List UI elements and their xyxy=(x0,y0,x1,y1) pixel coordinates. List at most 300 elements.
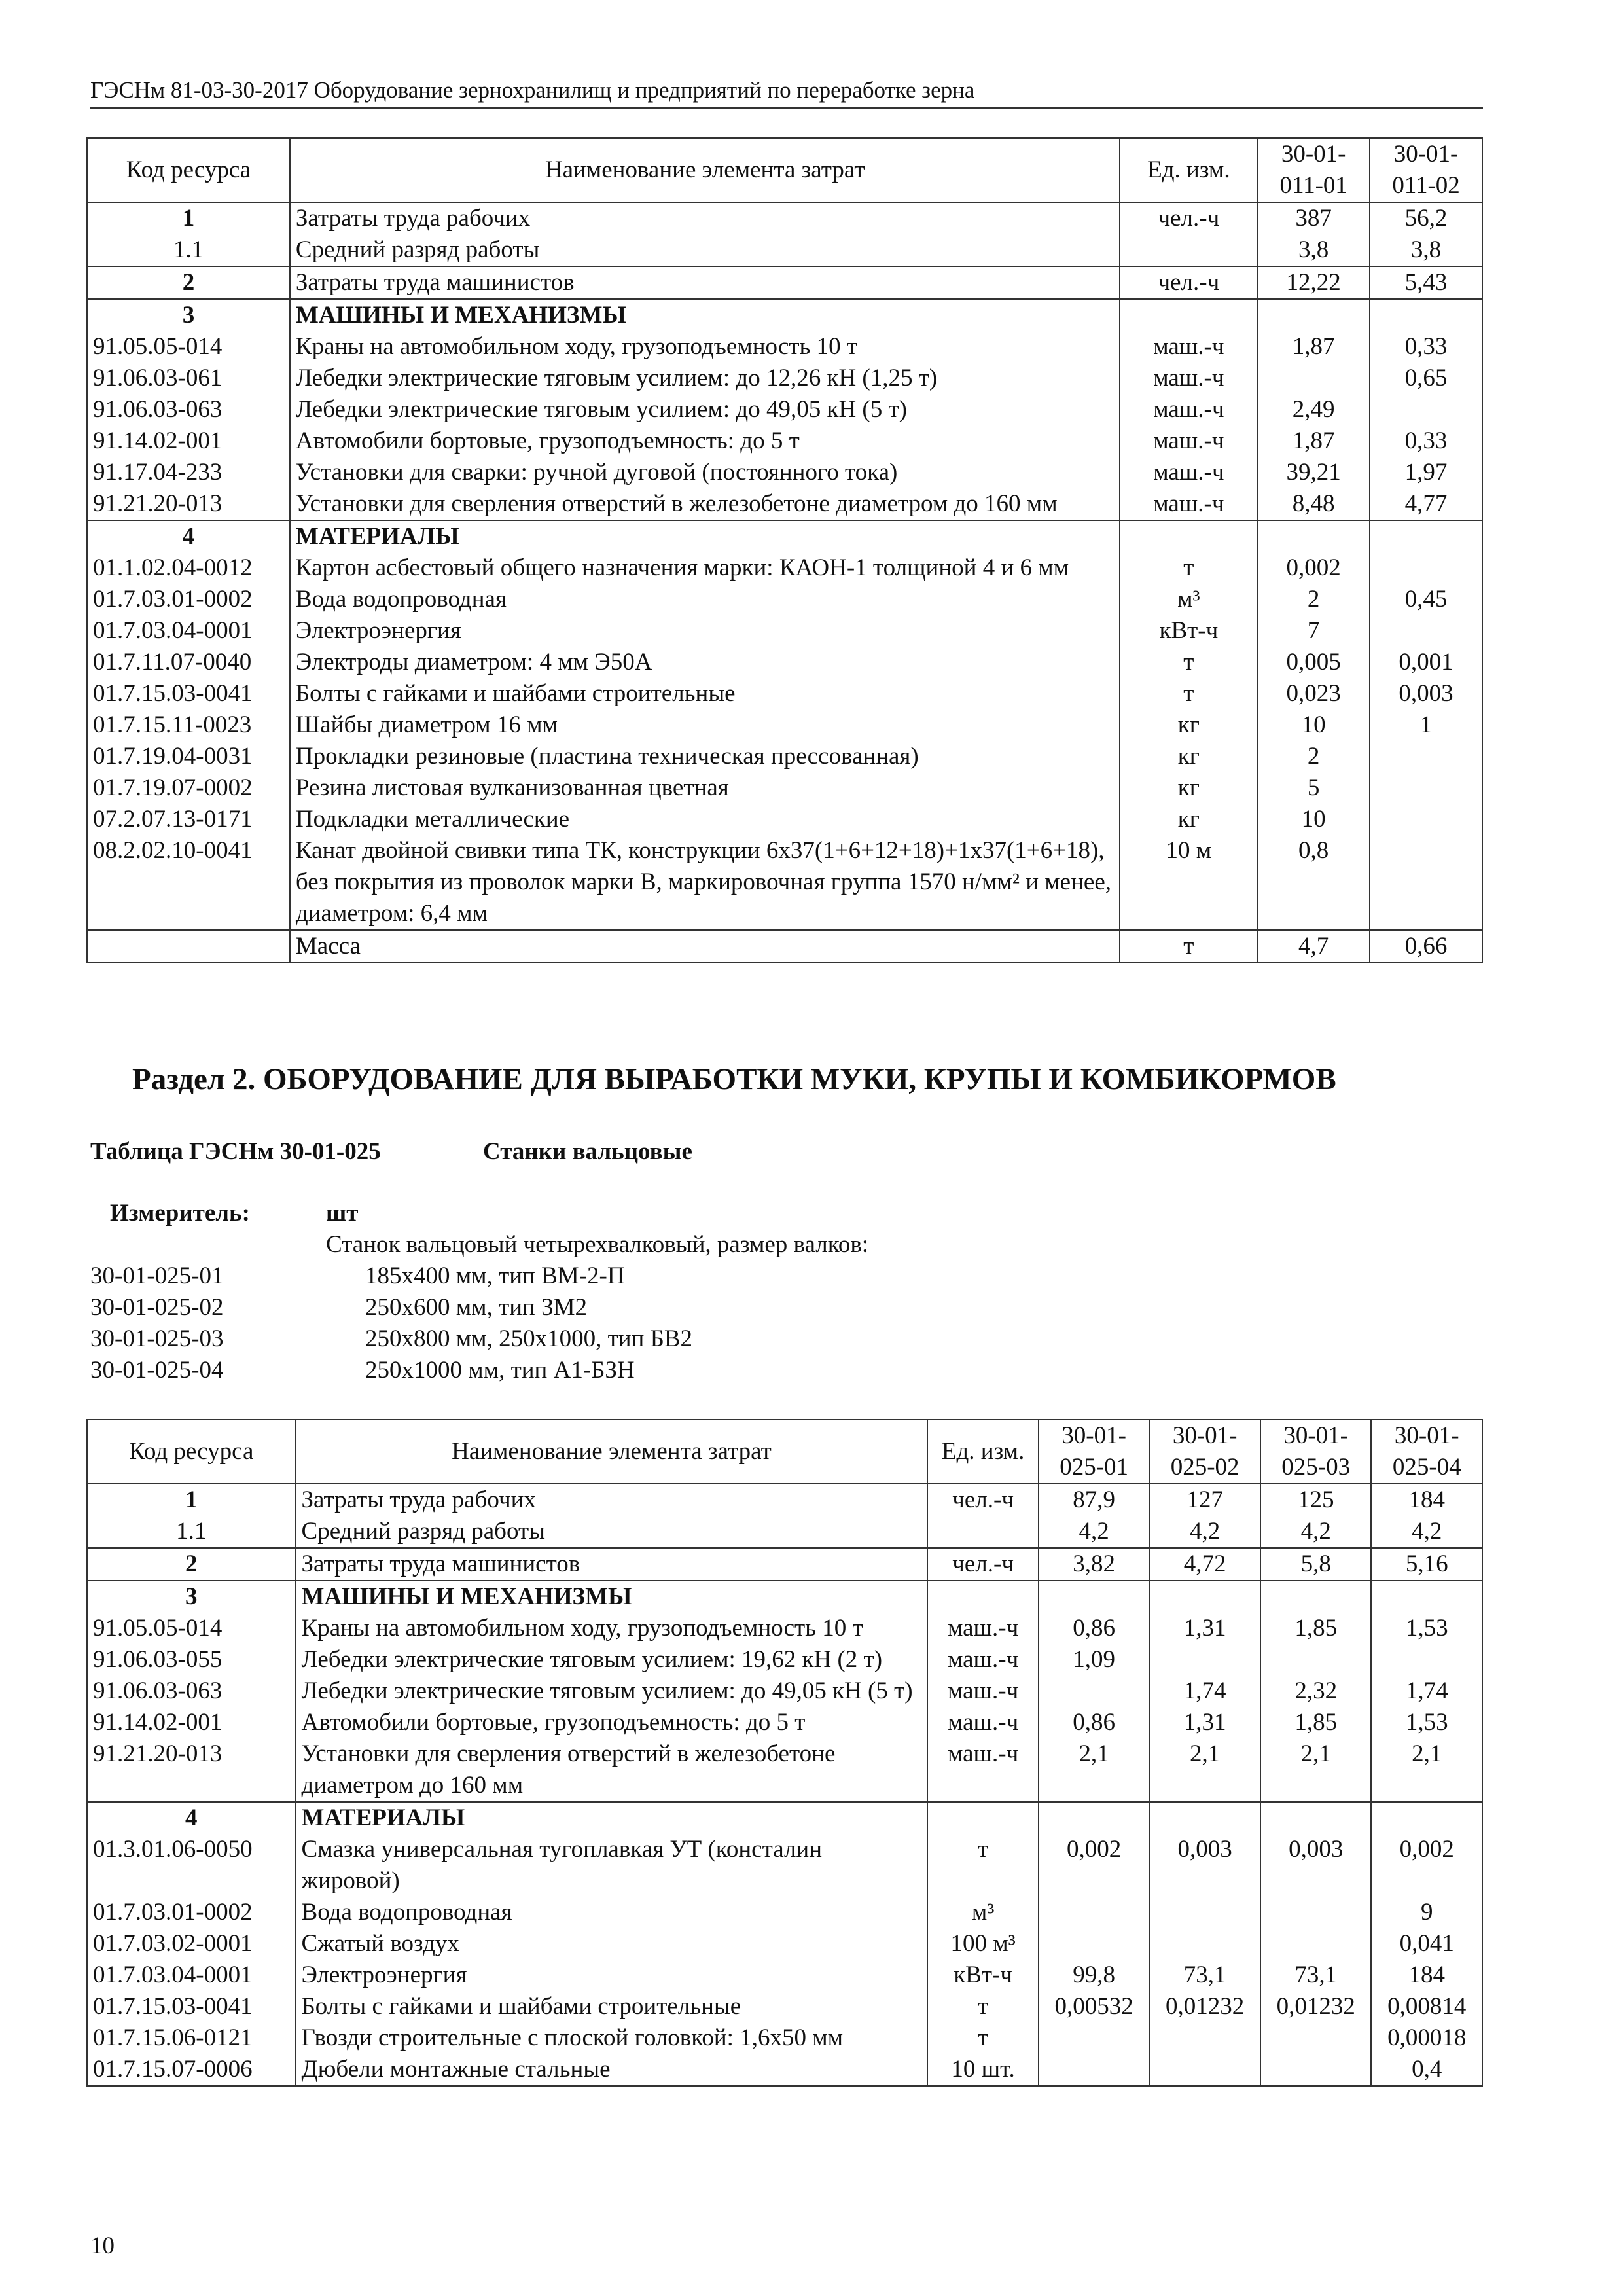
unit-cell: т xyxy=(927,1991,1039,2022)
value-cell: 0,002 xyxy=(1371,1834,1482,1897)
value-cell: 12,22 xyxy=(1257,266,1370,299)
unit-cell: маш.-ч xyxy=(1120,394,1257,425)
value-cell: 0,86 xyxy=(1039,1613,1150,1644)
value-cell xyxy=(1149,1644,1260,1676)
resource-code: 01.7.19.07-0002 xyxy=(87,772,290,804)
col-id: 30-01-011-02 xyxy=(1370,138,1482,202)
table-row xyxy=(87,709,1482,741)
value-cell: 0,002 xyxy=(1039,1834,1150,1897)
table-row xyxy=(87,331,1482,363)
value-cell xyxy=(1371,1644,1482,1676)
value-cell: 0,33 xyxy=(1370,425,1482,457)
value-cell: 73,1 xyxy=(1260,1960,1372,1991)
table-header-row xyxy=(87,138,1482,202)
resource-name: Картон асбестовый общего назначения марки: КАОН-1 толщиной 4 и 6 мм xyxy=(290,552,1120,584)
resource-name: Прокладки резиновые (пластина техническая прессованная) xyxy=(290,741,1120,772)
measure-block xyxy=(90,1198,868,1386)
value-cell xyxy=(1257,520,1370,552)
value-cell: 0,00532 xyxy=(1039,1991,1150,2022)
value-cell xyxy=(1370,741,1482,772)
value-cell: 127 xyxy=(1149,1484,1260,1516)
value-cell xyxy=(1039,1928,1150,1960)
value-cell xyxy=(1149,1928,1260,1960)
table-row xyxy=(87,1644,1482,1676)
col-code: Код ресурса xyxy=(87,138,290,202)
value-cell: 1,97 xyxy=(1370,457,1482,488)
unit-cell: м³ xyxy=(1120,584,1257,615)
unit-cell: маш.-ч xyxy=(927,1644,1039,1676)
value-cell: 2,1 xyxy=(1149,1738,1260,1802)
section-title: Раздел 2. ОБОРУДОВАНИЕ ДЛЯ ВЫРАБОТКИ МУКИ, КРУПЫ И КОМБИКОРМОВ xyxy=(132,1062,1336,1096)
value-cell: 0,86 xyxy=(1039,1707,1150,1738)
resource-code: 01.7.11.07-0040 xyxy=(87,647,290,678)
resource-name: Электроэнергия xyxy=(290,615,1120,647)
unit-cell: т xyxy=(1120,930,1257,963)
unit-cell: маш.-ч xyxy=(927,1707,1039,1738)
resource-name: Средний разряд работы xyxy=(290,234,1120,266)
value-cell: 1,87 xyxy=(1257,331,1370,363)
value-cell xyxy=(1260,1802,1372,1834)
value-cell xyxy=(1257,363,1370,394)
resource-code: 4 xyxy=(87,520,290,552)
unit-cell: маш.-ч xyxy=(927,1613,1039,1644)
value-cell: 1,31 xyxy=(1149,1613,1260,1644)
resource-name: МАШИНЫ И МЕХАНИЗМЫ xyxy=(296,1581,928,1613)
col-code: Код ресурса xyxy=(87,1420,296,1484)
resource-code: 3 xyxy=(87,1581,296,1613)
value-cell: 4,72 xyxy=(1149,1548,1260,1581)
value-cell: 2,1 xyxy=(1260,1738,1372,1802)
table-row xyxy=(87,1707,1482,1738)
value-cell: 4,2 xyxy=(1149,1516,1260,1548)
resource-code: 91.21.20-013 xyxy=(87,488,290,520)
resource-code: 01.7.03.04-0001 xyxy=(87,615,290,647)
resource-code: 01.7.15.03-0041 xyxy=(87,1991,296,2022)
table-row xyxy=(87,552,1482,584)
variant-code: 30-01-025-04 xyxy=(90,1357,224,1384)
table-row xyxy=(87,741,1482,772)
col-name: Наименование элемента затрат xyxy=(296,1420,928,1484)
resource-name: Дюбели монтажные стальные xyxy=(296,2054,928,2086)
value-cell: 3,8 xyxy=(1257,234,1370,266)
variant-code: 30-01-025-03 xyxy=(90,1325,224,1352)
resource-name: Краны на автомобильном ходу, грузоподъемность 10 т xyxy=(290,331,1120,363)
table-row xyxy=(87,1897,1482,1928)
table-body xyxy=(87,1484,1482,2086)
resource-table-1 xyxy=(86,137,1483,963)
resource-code: 1 xyxy=(87,202,290,234)
resource-code: 1.1 xyxy=(87,234,290,266)
unit-cell: маш.-ч xyxy=(927,1738,1039,1802)
unit-cell: кг xyxy=(1120,709,1257,741)
resource-code: 91.14.02-001 xyxy=(87,425,290,457)
value-cell: 0,002 xyxy=(1257,552,1370,584)
resource-code: 01.7.03.04-0001 xyxy=(87,1960,296,1991)
value-cell: 4,2 xyxy=(1039,1516,1150,1548)
value-cell: 1,53 xyxy=(1371,1613,1482,1644)
resource-code: 01.7.03.01-0002 xyxy=(87,584,290,615)
variant-code: 30-01-025-01 xyxy=(90,1263,224,1289)
value-cell: 56,2 xyxy=(1370,202,1482,234)
value-cell xyxy=(1149,2054,1260,2086)
value-cell: 0,01232 xyxy=(1149,1991,1260,2022)
table-row xyxy=(87,394,1482,425)
resource-name: Шайбы диаметром 16 мм xyxy=(290,709,1120,741)
resource-code: 2 xyxy=(87,266,290,299)
resource-name: Средний разряд работы xyxy=(296,1516,928,1548)
unit-cell: т xyxy=(1120,678,1257,709)
resource-code: 91.05.05-014 xyxy=(87,331,290,363)
unit-cell xyxy=(927,1516,1039,1548)
unit-cell xyxy=(1120,299,1257,331)
value-cell: 0,005 xyxy=(1257,647,1370,678)
unit-cell: маш.-ч xyxy=(1120,363,1257,394)
table-label: Таблица ГЭСНм 30-01-025 xyxy=(90,1138,381,1165)
table-row xyxy=(87,1834,1482,1897)
value-cell xyxy=(1260,1928,1372,1960)
unit-cell: 10 м xyxy=(1120,835,1257,930)
value-cell xyxy=(1257,299,1370,331)
variant-text: 250х1000 мм, тип А1-БЗН xyxy=(365,1357,635,1384)
resource-code: 01.1.02.04-0012 xyxy=(87,552,290,584)
table-row xyxy=(87,520,1482,552)
value-cell: 0,00018 xyxy=(1371,2022,1482,2054)
value-cell: 0,001 xyxy=(1370,647,1482,678)
value-cell: 5 xyxy=(1257,772,1370,804)
value-cell xyxy=(1149,2022,1260,2054)
value-cell: 0,65 xyxy=(1370,363,1482,394)
value-cell: 7 xyxy=(1257,615,1370,647)
table-row xyxy=(87,266,1482,299)
resource-name: Установки для сварки: ручной дуговой (постоянного тока) xyxy=(290,457,1120,488)
table-row xyxy=(87,1484,1482,1516)
value-cell: 2,1 xyxy=(1039,1738,1150,1802)
value-cell: 184 xyxy=(1371,1960,1482,1991)
table-row xyxy=(87,363,1482,394)
value-cell: 0,33 xyxy=(1370,331,1482,363)
resource-name: Лебедки электрические тяговым усилием: до 49,05 кН (5 т) xyxy=(296,1676,928,1707)
value-cell: 0,003 xyxy=(1149,1834,1260,1897)
table-row xyxy=(87,1676,1482,1707)
value-cell: 1,74 xyxy=(1371,1676,1482,1707)
value-cell xyxy=(1370,299,1482,331)
value-cell: 0,66 xyxy=(1370,930,1482,963)
measure-value: шт xyxy=(326,1200,359,1227)
resource-name: Канат двойной свивки типа ТК, конструкции 6х37(1+6+12+18)+1х37(1+6+18), без покрытия из проволок марки В, маркировочная группа 1570 н/мм² и менее, диаметром: 6,4 мм xyxy=(290,835,1120,930)
value-cell: 125 xyxy=(1260,1484,1372,1516)
unit-cell: т xyxy=(927,2022,1039,2054)
value-cell xyxy=(1149,1897,1260,1928)
measure-desc: Станок вальцовый четырехвалковый, размер валков: xyxy=(326,1231,869,1258)
resource-code: 01.7.15.06-0121 xyxy=(87,2022,296,2054)
value-cell: 4,2 xyxy=(1260,1516,1372,1548)
unit-cell: кВт-ч xyxy=(927,1960,1039,1991)
resource-code: 91.06.03-061 xyxy=(87,363,290,394)
table-row xyxy=(87,1802,1482,1834)
value-cell xyxy=(1039,1581,1150,1613)
value-cell: 5,16 xyxy=(1371,1548,1482,1581)
variant-text: 185х400 мм, тип ВМ-2-П xyxy=(365,1263,625,1289)
resource-name: Подкладки металлические xyxy=(290,804,1120,835)
value-cell xyxy=(1260,2054,1372,2086)
resource-code: 91.06.03-063 xyxy=(87,1676,296,1707)
variant-text: 250х600 мм, тип ЗМ2 xyxy=(365,1294,588,1321)
resource-code: 91.05.05-014 xyxy=(87,1613,296,1644)
value-cell xyxy=(1370,520,1482,552)
unit-cell: чел.-ч xyxy=(1120,266,1257,299)
unit-cell: маш.-ч xyxy=(927,1676,1039,1707)
value-cell: 8,48 xyxy=(1257,488,1370,520)
value-cell xyxy=(1371,1581,1482,1613)
value-cell: 0,041 xyxy=(1371,1928,1482,1960)
table-row xyxy=(87,772,1482,804)
table-row xyxy=(87,299,1482,331)
value-cell xyxy=(1260,1581,1372,1613)
resource-name: Затраты труда машинистов xyxy=(290,266,1120,299)
value-cell: 10 xyxy=(1257,709,1370,741)
table-row xyxy=(87,1991,1482,2022)
unit-cell: т xyxy=(1120,552,1257,584)
value-cell: 1 xyxy=(1370,709,1482,741)
table-row xyxy=(87,678,1482,709)
resource-name: Установки для сверления отверстий в железобетоне диаметром до 160 мм xyxy=(290,488,1120,520)
value-cell: 4,77 xyxy=(1370,488,1482,520)
unit-cell: кг xyxy=(1120,772,1257,804)
unit-cell: чел.-ч xyxy=(927,1484,1039,1516)
value-cell: 1,85 xyxy=(1260,1707,1372,1738)
unit-cell: м³ xyxy=(927,1897,1039,1928)
col-id: 30-01-025-01 xyxy=(1039,1420,1150,1484)
unit-cell: маш.-ч xyxy=(1120,488,1257,520)
value-cell: 4,2 xyxy=(1371,1516,1482,1548)
value-cell xyxy=(1370,804,1482,835)
col-unit: Ед. изм. xyxy=(927,1420,1039,1484)
table-row xyxy=(87,804,1482,835)
resource-name: Вода водопроводная xyxy=(290,584,1120,615)
unit-cell: 100 м³ xyxy=(927,1928,1039,1960)
resource-code: 91.06.03-063 xyxy=(87,394,290,425)
resource-code: 3 xyxy=(87,299,290,331)
resource-name: Смазка универсальная тугоплавкая УТ (консталин жировой) xyxy=(296,1834,928,1897)
value-cell: 2,32 xyxy=(1260,1676,1372,1707)
table-title xyxy=(90,1138,692,1166)
value-cell xyxy=(1260,1644,1372,1676)
value-cell: 39,21 xyxy=(1257,457,1370,488)
resource-code: 91.21.20-013 xyxy=(87,1738,296,1802)
table-row xyxy=(87,835,1482,930)
table-row xyxy=(87,1581,1482,1613)
resource-name: МАШИНЫ И МЕХАНИЗМЫ xyxy=(290,299,1120,331)
value-cell: 387 xyxy=(1257,202,1370,234)
table-row xyxy=(87,2022,1482,2054)
resource-code: 2 xyxy=(87,1548,296,1581)
value-cell: 1,53 xyxy=(1371,1707,1482,1738)
value-cell: 0,45 xyxy=(1370,584,1482,615)
value-cell xyxy=(1371,1802,1482,1834)
unit-cell: маш.-ч xyxy=(1120,331,1257,363)
resource-code: 07.2.07.13-0171 xyxy=(87,804,290,835)
value-cell: 0,023 xyxy=(1257,678,1370,709)
resource-code: 91.14.02-001 xyxy=(87,1707,296,1738)
resource-name: Автомобили бортовые, грузоподъемность: до 5 т xyxy=(296,1707,928,1738)
value-cell: 0,01232 xyxy=(1260,1991,1372,2022)
value-cell: 0,003 xyxy=(1260,1834,1372,1897)
value-cell: 0,4 xyxy=(1371,2054,1482,2086)
resource-code: 01.7.15.11-0023 xyxy=(87,709,290,741)
table-row xyxy=(87,1960,1482,1991)
resource-code: 1.1 xyxy=(87,1516,296,1548)
resource-name: Установки для сверления отверстий в железобетоне диаметром до 160 мм xyxy=(296,1738,928,1802)
col-name: Наименование элемента затрат xyxy=(290,138,1120,202)
value-cell xyxy=(1149,1802,1260,1834)
value-cell xyxy=(1370,552,1482,584)
resource-table-2 xyxy=(86,1419,1483,2087)
resource-code: 01.3.01.06-0050 xyxy=(87,1834,296,1897)
resource-name: Болты с гайками и шайбами строительные xyxy=(296,1991,928,2022)
resource-name: Лебедки электрические тяговым усилием: 19,62 кН (2 т) xyxy=(296,1644,928,1676)
resource-name: Болты с гайками и шайбами строительные xyxy=(290,678,1120,709)
resource-name: МАТЕРИАЛЫ xyxy=(290,520,1120,552)
resource-name: Затраты труда рабочих xyxy=(296,1484,928,1516)
table-row xyxy=(87,1928,1482,1960)
table-row xyxy=(87,2054,1482,2086)
resource-name: Электроэнергия xyxy=(296,1960,928,1991)
unit-cell: т xyxy=(1120,647,1257,678)
value-cell: 5,43 xyxy=(1370,266,1482,299)
unit-cell: кг xyxy=(1120,804,1257,835)
table-row xyxy=(87,1738,1482,1802)
value-cell: 1,85 xyxy=(1260,1613,1372,1644)
resource-name: Краны на автомобильном ходу, грузоподъемность 10 т xyxy=(296,1613,928,1644)
table-row xyxy=(87,1613,1482,1644)
page-number: 10 xyxy=(90,2233,115,2259)
value-cell xyxy=(1039,2022,1150,2054)
resource-code: 1 xyxy=(87,1484,296,1516)
resource-code: 01.7.15.03-0041 xyxy=(87,678,290,709)
table-row xyxy=(87,1516,1482,1548)
col-unit: Ед. изм. xyxy=(1120,138,1257,202)
value-cell xyxy=(1370,394,1482,425)
resource-code xyxy=(87,930,290,963)
value-cell: 3,8 xyxy=(1370,234,1482,266)
value-cell: 2,49 xyxy=(1257,394,1370,425)
unit-cell xyxy=(1120,234,1257,266)
table-row xyxy=(87,615,1482,647)
table-name: Станки вальцовые xyxy=(483,1138,692,1165)
value-cell: 73,1 xyxy=(1149,1960,1260,1991)
col-id: 30-01-025-02 xyxy=(1149,1420,1260,1484)
resource-name: Резина листовая вулканизованная цветная xyxy=(290,772,1120,804)
value-cell: 3,82 xyxy=(1039,1548,1150,1581)
unit-cell: кВт-ч xyxy=(1120,615,1257,647)
table-header-row xyxy=(87,1420,1482,1484)
value-cell xyxy=(1149,1581,1260,1613)
resource-name: МАТЕРИАЛЫ xyxy=(296,1802,928,1834)
table-row xyxy=(87,425,1482,457)
resource-code: 4 xyxy=(87,1802,296,1834)
value-cell xyxy=(1370,835,1482,930)
resource-name: Масса xyxy=(290,930,1120,963)
value-cell: 0,8 xyxy=(1257,835,1370,930)
unit-cell: кг xyxy=(1120,741,1257,772)
unit-cell: чел.-ч xyxy=(1120,202,1257,234)
resource-code: 01.7.03.02-0001 xyxy=(87,1928,296,1960)
resource-name: Гвозди строительные с плоской головкой: 1,6х50 мм xyxy=(296,2022,928,2054)
unit-cell: 10 шт. xyxy=(927,2054,1039,2086)
col-id: 30-01-025-04 xyxy=(1371,1420,1482,1484)
resource-name: Вода водопроводная xyxy=(296,1897,928,1928)
resource-name: Сжатый воздух xyxy=(296,1928,928,1960)
value-cell xyxy=(1260,2022,1372,2054)
unit-cell: чел.-ч xyxy=(927,1548,1039,1581)
table-body xyxy=(87,202,1482,963)
unit-cell: т xyxy=(927,1834,1039,1897)
variant-text: 250х800 мм, 250х1000, тип БВ2 xyxy=(365,1325,693,1352)
resource-name: Лебедки электрические тяговым усилием: до 49,05 кН (5 т) xyxy=(290,394,1120,425)
resource-code: 91.17.04-233 xyxy=(87,457,290,488)
value-cell: 1,74 xyxy=(1149,1676,1260,1707)
value-cell: 4,7 xyxy=(1257,930,1370,963)
value-cell xyxy=(1370,772,1482,804)
unit-cell: маш.-ч xyxy=(1120,425,1257,457)
resource-name: Лебедки электрические тяговым усилием: до 12,26 кН (1,25 т) xyxy=(290,363,1120,394)
unit-cell xyxy=(927,1802,1039,1834)
resource-code: 01.7.15.07-0006 xyxy=(87,2054,296,2086)
resource-name: Затраты труда рабочих xyxy=(290,202,1120,234)
value-cell xyxy=(1039,2054,1150,2086)
value-cell: 1,87 xyxy=(1257,425,1370,457)
table-row xyxy=(87,930,1482,963)
value-cell: 10 xyxy=(1257,804,1370,835)
value-cell: 2 xyxy=(1257,741,1370,772)
unit-cell: маш.-ч xyxy=(1120,457,1257,488)
value-cell: 9 xyxy=(1371,1897,1482,1928)
variant-code: 30-01-025-02 xyxy=(90,1294,224,1321)
resource-code: 01.7.19.04-0031 xyxy=(87,741,290,772)
unit-cell xyxy=(927,1581,1039,1613)
resource-code: 91.06.03-055 xyxy=(87,1644,296,1676)
table-row xyxy=(87,457,1482,488)
table-row xyxy=(87,202,1482,234)
running-header: ГЭСНм 81-03-30-2017 Оборудование зернохранилищ и предприятий по переработке зерна xyxy=(90,77,1483,109)
resource-code: 01.7.03.01-0002 xyxy=(87,1897,296,1928)
resource-code: 08.2.02.10-0041 xyxy=(87,835,290,930)
value-cell: 2,1 xyxy=(1371,1738,1482,1802)
value-cell: 99,8 xyxy=(1039,1960,1150,1991)
value-cell: 184 xyxy=(1371,1484,1482,1516)
col-id: 30-01-011-01 xyxy=(1257,138,1370,202)
value-cell xyxy=(1039,1676,1150,1707)
value-cell: 1,09 xyxy=(1039,1644,1150,1676)
value-cell: 5,8 xyxy=(1260,1548,1372,1581)
value-cell xyxy=(1260,1897,1372,1928)
table-row xyxy=(87,234,1482,266)
value-cell xyxy=(1370,615,1482,647)
table-row xyxy=(87,647,1482,678)
value-cell: 2 xyxy=(1257,584,1370,615)
value-cell xyxy=(1039,1897,1150,1928)
col-id: 30-01-025-03 xyxy=(1260,1420,1372,1484)
unit-cell xyxy=(1120,520,1257,552)
resource-name: Автомобили бортовые, грузоподъемность: до 5 т xyxy=(290,425,1120,457)
measure-label: Измеритель: xyxy=(110,1200,250,1227)
resource-name: Электроды диаметром: 4 мм Э50А xyxy=(290,647,1120,678)
value-cell: 0,00814 xyxy=(1371,1991,1482,2022)
value-cell: 1,31 xyxy=(1149,1707,1260,1738)
value-cell xyxy=(1039,1802,1150,1834)
table-row xyxy=(87,584,1482,615)
value-cell: 87,9 xyxy=(1039,1484,1150,1516)
